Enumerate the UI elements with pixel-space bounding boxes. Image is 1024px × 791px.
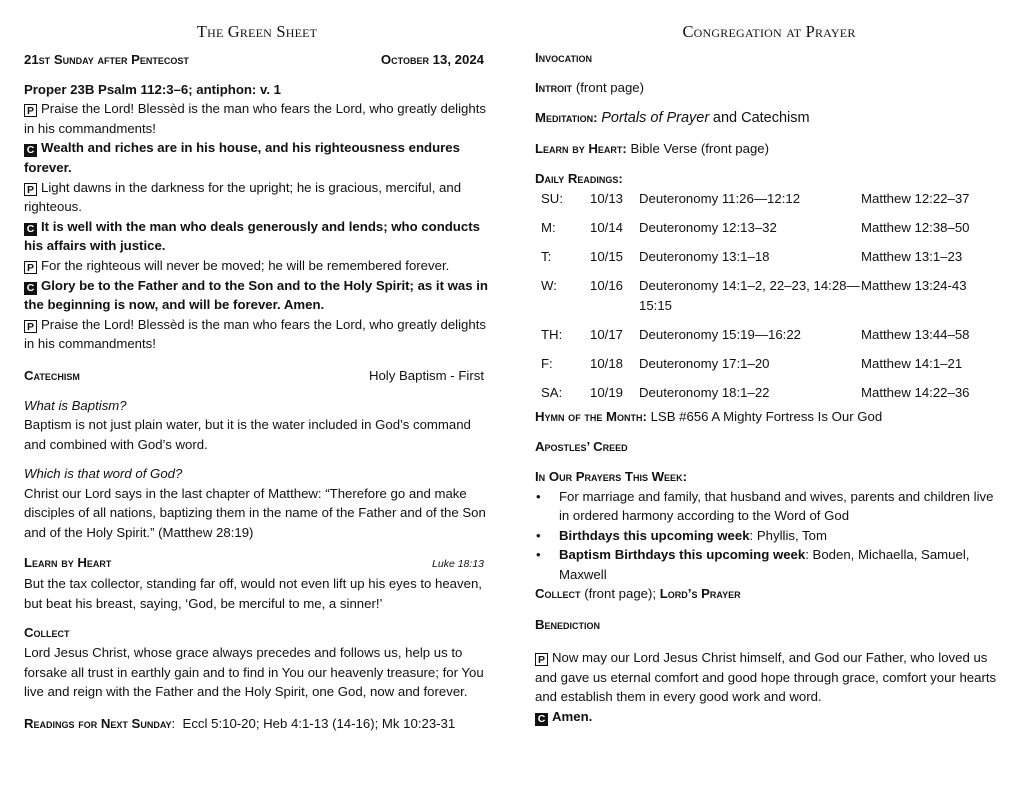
table-row: TH: 10/17 Deuteronomy 15:19—16:22 Matthew 13:44–58 — [541, 326, 970, 342]
apostles-creed: Apostles’ Creed — [535, 438, 628, 454]
pastor-badge-icon: P — [24, 261, 37, 274]
benediction-pastor: P Now may our Lord Jesus Christ himself, and God our Father, who loved us and gave us eternal comfort and good hope through grace, comfort your hearts and establish them in every good work and word. — [535, 650, 997, 705]
right-page — [535, 22, 1003, 727]
service-header — [24, 50, 490, 70]
pastor-badge-icon: P — [24, 320, 37, 333]
table-row: T: 10/15 Deuteronomy 13:1–18 Matthew 13:1–23 — [541, 249, 963, 265]
left-page — [24, 22, 490, 733]
learn-by-heart-label: Learn by Heart — [24, 554, 112, 570]
pastor-badge-icon: P — [24, 183, 37, 196]
table-row: SU: 10/13 Deuteronomy 11:26—12:12 Matthew 12:22–37 — [541, 190, 970, 206]
prayers-label: In Our Prayers This Week: — [535, 468, 687, 484]
catechism-question: What is Baptism? — [24, 397, 127, 413]
psalm-line-pastor: P For the righteous will never be moved; he will be remembered forever. — [24, 256, 490, 276]
catechism-answer: Christ our Lord says in the last chapter of Matthew: “Therefore go and make disciples of all nations, baptizing them in the name of the Father and of the Son and of the Holy Spirit.” (Matthew 28:19) — [24, 485, 486, 541]
collect-label: Collect — [24, 625, 70, 641]
table-row: F: 10/18 Deuteronomy 17:1–20 Matthew 14:1–21 — [541, 356, 963, 372]
catechism-topic: Holy Baptism - First — [368, 367, 484, 383]
list-item: • Birthdays this upcoming week: Phyllis, Tom — [559, 526, 1003, 546]
congregation-badge-icon: C — [24, 223, 37, 236]
learn-by-heart-header — [24, 553, 490, 575]
collect-line: Collect (front page); Lord’s Prayer — [535, 586, 741, 602]
psalm-heading: Proper 23B Psalm 112:3–6; antiphon: v. 1 — [24, 81, 282, 97]
next-sunday-text: Eccl 5:10-20; Heb 4:1-13 (14-16); Mk 10:23-31 — [182, 715, 456, 731]
invocation: Invocation — [535, 50, 592, 65]
congregation-badge-icon: C — [535, 713, 548, 726]
sunday-name: 21st Sunday after Pentecost — [24, 52, 189, 67]
page-title: The Green Sheet — [196, 22, 318, 41]
service-date: October 13, 2024 — [380, 52, 484, 67]
table-row: SA: 10/19 Deuteronomy 18:1–22 Matthew 14:22–36 — [541, 385, 970, 401]
catechism-label: Catechism — [24, 367, 80, 383]
catechism-header — [24, 366, 490, 386]
psalm-line-congregation: C Glory be to the Father and to the Son and to the Holy Spirit; as it was in the beginning is now, and will be forever. Amen. — [24, 277, 488, 313]
table-row: W: 10/16 Deuteronomy 14:1–2, 22–23, 14:28—15:15 Matthew 13:24-43 — [541, 278, 967, 313]
psalm-line-congregation: C It is well with the man who deals generously and lends; who conducts his affairs with justice. — [24, 218, 480, 254]
psalm-line-congregation: C Wealth and riches are in his house, and his righteousness endures forever. — [24, 140, 460, 175]
next-sunday-readings: Readings for Next Sunday: Eccl 5:10-20; Heb 4:1-13 (14-16); Mk 10:23-31 — [24, 715, 456, 731]
daily-readings-label: Daily Readings: — [535, 171, 623, 187]
page-title: Congregation at Prayer — [682, 22, 856, 41]
list-item: • Baptism Birthdays this upcoming week: Boden, Michaella, Samuel, Maxwell — [559, 545, 1003, 584]
learn-by-heart-ref: Luke 18:13 — [432, 557, 484, 570]
pastor-badge-icon: P — [24, 104, 37, 117]
collect-text: Lord Jesus Christ, whose grace always precedes and follows us, help us to forsake all trust in earthly gain and to find in You our heavenly treasure; for You live and reign with the Father and the Holy Spirit, one God, now and forever. — [24, 645, 484, 700]
catechism-question: Which is that word of God? — [24, 466, 183, 482]
psalm-line-pastor: P Praise the Lord! Blessèd is the man who fears the Lord, who greatly delights in his commandments! — [24, 316, 486, 352]
table-row: M: 10/14 Deuteronomy 12:13–32 Matthew 12:38–50 — [541, 220, 970, 236]
psalm-line-pastor: P Light dawns in the darkness for the upright; he is gracious, merciful, and righteous. — [24, 179, 462, 215]
catechism-answer: Baptism is not just plain water, but it is the water included in God’s command and combined with God’s word. — [24, 417, 471, 452]
daily-readings-table — [541, 189, 970, 407]
congregation-badge-icon: C — [24, 282, 37, 295]
prayer-list — [535, 487, 1003, 585]
pastor-badge-icon: P — [535, 653, 548, 666]
learn-by-heart-text: But the tax collector, standing far off, would not even lift up his eyes to heaven, but beat his breast, saying, ‘God, be merciful to me, a sinner!’ — [24, 576, 482, 611]
list-item: • For marriage and family, that husband and wives, parents and children live in ordered harmony according to the Word of God — [559, 487, 1003, 526]
introit: Introit (front page) — [535, 80, 645, 96]
benediction-congregation: C Amen. — [535, 707, 1003, 727]
psalm-responsive — [24, 99, 490, 354]
psalm-line-pastor: P Praise the Lord! Blessèd is the man who fears the Lord, who greatly delights in his commandments! — [24, 101, 486, 136]
learn-by-heart: Learn by Heart: Bible Verse (front page) — [535, 141, 770, 157]
meditation: Meditation: Portals of Prayer and Catechism — [535, 110, 810, 127]
congregation-badge-icon: C — [24, 144, 37, 157]
hymn-of-the-month: Hymn of the Month: LSB #656 A Mighty Fortress Is Our God — [535, 408, 883, 424]
benediction-label: Benediction — [535, 616, 601, 632]
